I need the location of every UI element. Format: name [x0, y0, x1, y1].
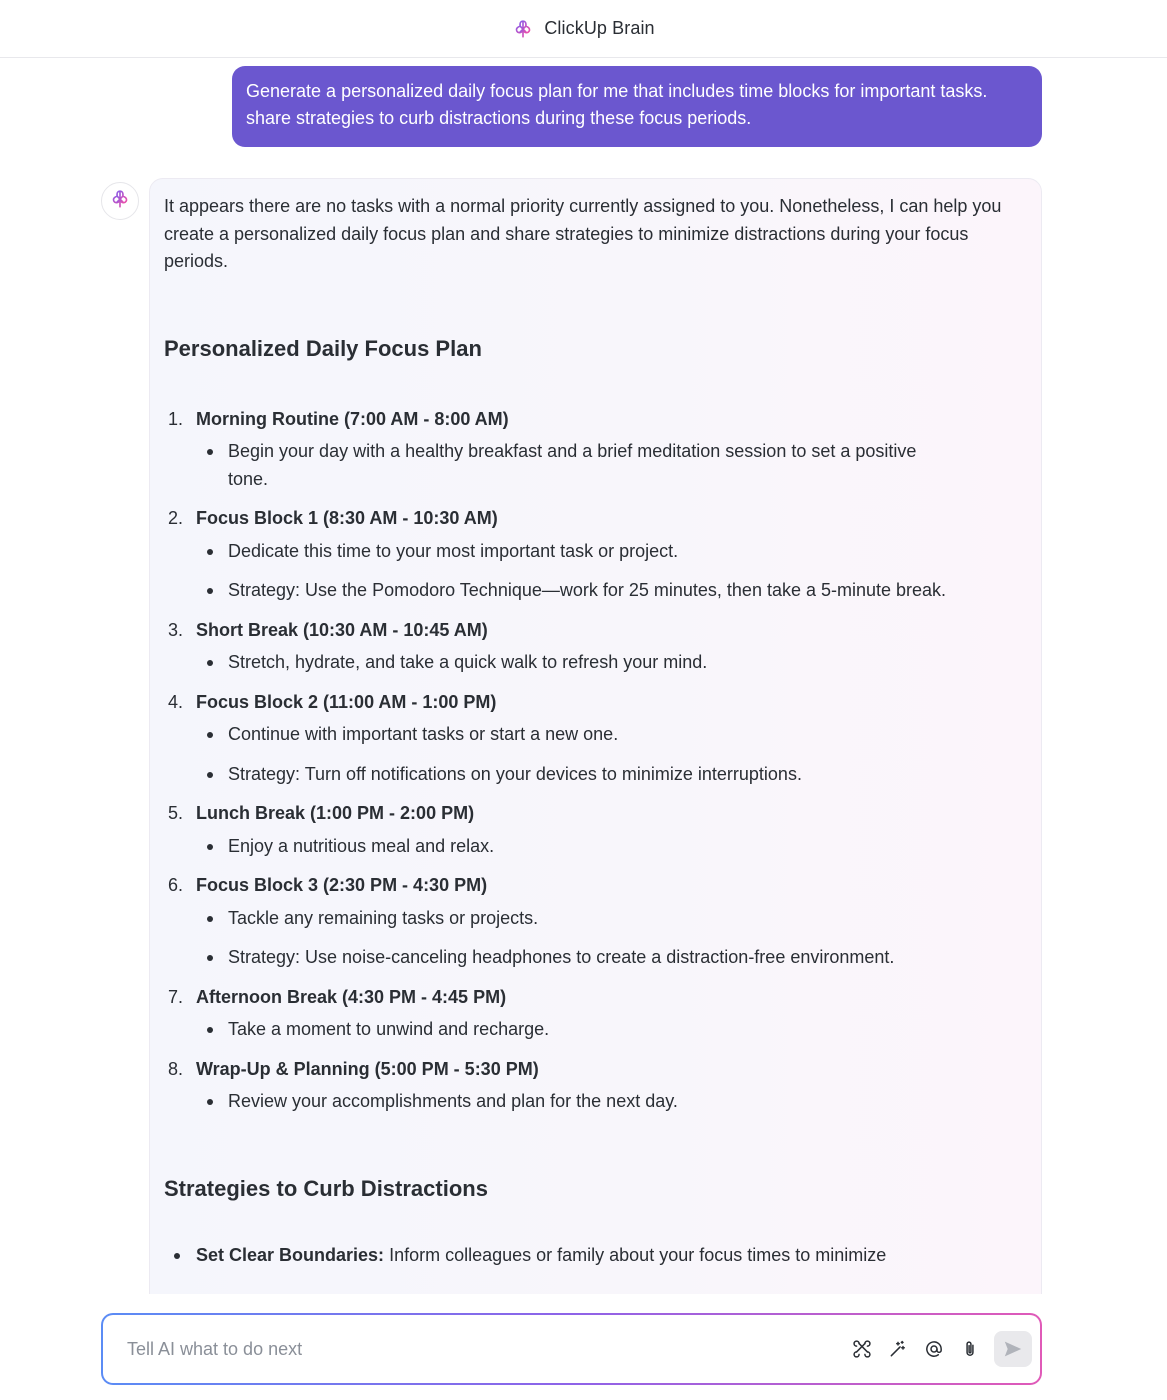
- plan-item-heading: [164, 984, 1021, 1012]
- plan-item-heading: [164, 1056, 1021, 1084]
- plan-bullet: Begin your day with a healthy breakfast and a brief meditation session to set a positive tone.: [204, 438, 1021, 493]
- assistant-avatar: [101, 182, 139, 220]
- plan-item-title: Focus Block 3 (2:30 PM - 4:30 PM): [196, 875, 488, 895]
- plan-bullet: Tackle any remaining tasks or projects.: [204, 905, 1021, 933]
- mention-icon[interactable]: [922, 1337, 946, 1361]
- plan-bullet: Enjoy a nutritious meal and relax.: [204, 833, 1021, 861]
- plan-item-bullets: [204, 833, 1021, 861]
- strategy-item: [164, 1242, 1021, 1270]
- send-icon: [1003, 1340, 1023, 1358]
- attachment-icon[interactable]: [958, 1337, 982, 1361]
- plan-heading: Personalized Daily Focus Plan: [164, 335, 482, 361]
- assistant-response-viewport[interactable]: [149, 178, 1042, 1294]
- plan-item: [164, 406, 1021, 494]
- plan-item-heading: [164, 406, 1021, 434]
- plan-item-number: 2.: [168, 508, 184, 528]
- magic-wand-icon[interactable]: [886, 1337, 910, 1361]
- plan-item-bullets: [204, 649, 1021, 677]
- plan-bullet: Review your accomplishments and plan for the next day.: [204, 1088, 1021, 1116]
- plan-item-bullets: [204, 1088, 1021, 1116]
- plan-item-bullets: [204, 905, 1021, 972]
- plan-item-title: Lunch Break (1:00 PM - 2:00 PM): [196, 803, 475, 823]
- plan-item-title: Focus Block 2 (11:00 AM - 1:00 PM): [196, 691, 497, 712]
- plan-bullet: Continue with important tasks or start a new one.: [204, 721, 1021, 749]
- brain-logo-icon: [109, 188, 131, 215]
- user-message: [232, 66, 1042, 147]
- composer-tools: [850, 1337, 982, 1361]
- plan-bullet: Strategy: Turn off notifications on your devices to minimize interruptions.: [204, 761, 1021, 789]
- plan-item-number: 6.: [168, 875, 184, 895]
- plan-item-heading: [164, 617, 1021, 645]
- plan-bullet: Dedicate this time to your most important task or project.: [204, 538, 1021, 566]
- send-button[interactable]: [994, 1331, 1032, 1367]
- strategies-heading: Strategies to Curb Distractions: [164, 1175, 488, 1201]
- strategy-text: Inform colleagues or family about your focus times to minimize: [384, 1244, 887, 1265]
- plan-item-heading: [164, 872, 1021, 900]
- plan-item-title: Focus Block 1 (8:30 AM - 10:30 AM): [196, 508, 498, 528]
- plan-item-heading: [164, 689, 1021, 717]
- plan-item-title: Morning Routine (7:00 AM - 8:00 AM): [196, 408, 509, 429]
- plan-item-number: 8.: [168, 1058, 184, 1079]
- plan-item-heading: [164, 505, 1021, 533]
- app-title: ClickUp Brain: [544, 18, 655, 38]
- app-header: [0, 0, 1167, 58]
- brain-logo-icon: [512, 18, 534, 40]
- prompt-input[interactable]: [127, 1339, 850, 1360]
- plan-item-bullets: [204, 538, 1021, 605]
- plan-list: [164, 406, 1021, 1116]
- plan-item: [164, 689, 1021, 789]
- strategy-title: Set Clear Boundaries:: [196, 1244, 385, 1265]
- plan-item-bullets: [204, 1016, 1021, 1044]
- strategies-list: [164, 1242, 1021, 1270]
- assistant-response: [149, 178, 1042, 1294]
- composer-inner: [103, 1315, 1040, 1383]
- plan-item: [164, 1056, 1021, 1116]
- plan-item-bullets: [204, 438, 1021, 493]
- plan-item: [164, 617, 1021, 677]
- plan-item: [164, 800, 1021, 860]
- plan-bullet: Stretch, hydrate, and take a quick walk to refresh your mind.: [204, 649, 1021, 677]
- plan-item-number: 4.: [168, 691, 184, 712]
- plan-item: [164, 505, 1021, 605]
- plan-bullet: Strategy: Use noise-canceling headphones to create a distraction-free environment.: [204, 944, 1021, 972]
- plan-item-number: 5.: [168, 803, 184, 823]
- plan-item-heading: [164, 800, 1021, 828]
- ai-tools-icon[interactable]: [850, 1337, 874, 1361]
- composer: [101, 1313, 1042, 1385]
- user-message-text: Generate a personalized daily focus plan for me that includes time blocks for important tasks. share strategies to curb distractions during these focus periods.: [246, 81, 988, 128]
- plan-item-title: Short Break (10:30 AM - 10:45 AM): [196, 619, 488, 640]
- plan-item-number: 7.: [168, 986, 184, 1007]
- plan-item-title: Afternoon Break (4:30 PM - 4:45 PM): [196, 986, 507, 1007]
- plan-item-number: 3.: [168, 619, 184, 640]
- plan-bullet: Strategy: Use the Pomodoro Technique—work for 25 minutes, then take a 5-minute break.: [204, 577, 1021, 605]
- plan-item-title: Wrap-Up & Planning (5:00 PM - 5:30 PM): [196, 1058, 539, 1079]
- plan-item-bullets: [204, 721, 1021, 788]
- plan-bullet: Take a moment to unwind and recharge.: [204, 1016, 1021, 1044]
- plan-item: [164, 984, 1021, 1044]
- assistant-intro: It appears there are no tasks with a normal priority currently assigned to you. Nonetheless, I can help you create a personalized daily focus plan and share strategies to minimize distractions during your focus periods.: [164, 196, 1002, 271]
- plan-item: [164, 872, 1021, 972]
- plan-item-number: 1.: [168, 408, 184, 429]
